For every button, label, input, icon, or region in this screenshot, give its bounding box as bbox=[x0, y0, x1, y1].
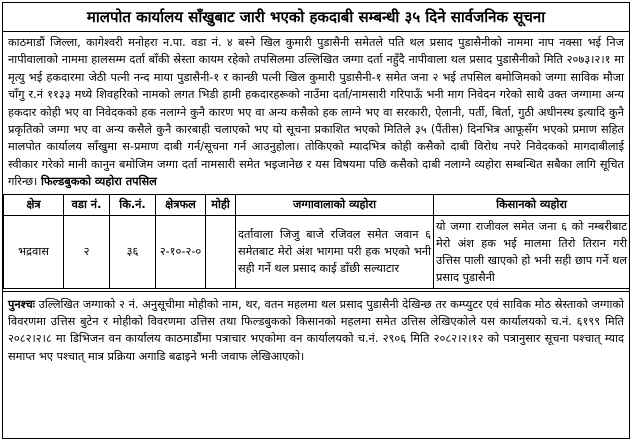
footnote bbox=[3, 291, 629, 366]
notice-title: मालपोत कार्यालय साँखुबाट जारी भएको हकदाबी सम्बन्धी ३५ दिने सार्वजनिक सूचना bbox=[3, 3, 629, 32]
cell-mohi bbox=[206, 215, 236, 288]
footnote-lead: पुनश्चः bbox=[8, 297, 35, 311]
footnote-text: उल्लिखित जग्गाको २ नं. अनुसूचीमा मोहीको नाम, थर, वतन महलमा थल प्रसाद पुडासैनी देखिन्छ तर कम्प्युटर एवं साविक मोठ स्रेस्ताको जग्गाको विवरणमा उत्तिस बुटेन र मोहीको विवरणमा उत्तिस तथा फिल्डबुकको किसानको महलमा समेत उत्तिस लेखिएकोले यस कार्यालयको च.नं. ६१९९ मिति २०८२।२।८ मा डिभिजन वन कार्यालय काठमाडौंमा पत्राचार भएकोमा वन कार्यालयको च.नं. २९०६ मिति २०८२।२।१२ को पत्रानुसार सूचना पश्चात् म्याद समाप्त भए पश्चात् मात्र प्रक्रिया अगाडि बढाइने भनी जवाफ लेखिआएको। bbox=[8, 297, 624, 363]
table-header-row bbox=[4, 194, 630, 215]
public-notice bbox=[2, 2, 630, 439]
cell-landowner: दर्तावाला जिजु बाजे रजिवल समेत जवान ६ समेतबाट मेरो अंश भागमा परी हक भएको भनी सही गर्ने थल प्रसाद काई डाँछी सल्याटार bbox=[236, 215, 434, 288]
header-ward: वडा नं. bbox=[64, 194, 110, 215]
fieldbook-subhead: फिल्डबुकको व्यहोरा तपसिल bbox=[40, 175, 157, 189]
cell-farmer: यो जग्गा राजीवल समेत जना ६ को नम्बरीबाट मेरो अंश हक भई मालमा तिरो तिरान गरी उत्तिस पाली खाएको हो भनी सही छाप गर्ने थल प्रसाद पुडासैनी bbox=[434, 215, 630, 288]
header-area: क्षेत्र bbox=[4, 194, 64, 215]
notice-body-container bbox=[3, 32, 629, 191]
cell-kitta: ३६ bbox=[110, 215, 156, 288]
cell-area: भद्रवास bbox=[4, 215, 64, 288]
land-details-table bbox=[3, 194, 630, 289]
header-landowner: जग्गावालाको व्यहोरा bbox=[236, 194, 434, 215]
notice-body: काठमाडौं जिल्ला, कागेश्वरी मनोहरा न.पा. वडा नं. ४ बस्ने खिल कुमारी पुडासैनी समेतले पति थल प्रसाद पुडासैनीको नाममा नाप नक्सा भई निज नापीवालाको नाममा हालसम्म दर्ता बाँकी स्रेस्ता कायम रहेको तपसिलमा उल्लिखित जग्गा दर्ता नहुँदै नापीवाला थल प्रसाद पुडासैनीको मिति २०७३।२।१ मा मृत्यु भई हकदारमा जेठी पत्नी नन्द माया पुडासैनी-१ र कान्छी पत्नी खिल कुमारी पुडासैनी-१ समेत जना २ भई तपसिल बमोजिमको जग्गा साविक मौजा चाँगु र.नं ११३३ मध्ये शिवहरिको नामको लगत भिडी हामी हकदारहरूको नाउँमा दर्ता/नामसारी गरिपाऊँ भनी माग निवेदन गरेको साथै उक्त जग्गामा अन्य हकदार कोही भए वा निवेदकको हक नलाग्ने कुनै कारण भए वा अन्य कसैको हक लाग्ने भए वा सरकारी, ऐलानी, पर्ती, बिर्ता, गुठी अधीनस्थ इत्यादि कुनै प्रकृतिको जग्गा भए वा अन्य कसैले कुनै कारबाही चलाएको भए यो सूचना प्रकाशित भएको मितिले ३५ (पैंतीस) दिनभित्र आफूसँग भएको प्रमाण सहित मालपोत कार्यालय साँखुमा स-प्रमाण दाबी गर्न/सूचना गर्न आउनुहोला। तोकिएको म्यादभित्र कोही कसैको दाबी विरोध नपरे निवेदकको मागदाबीलाई स्वीकार गरेको मानी कानुन बमोजिम जग्गा दर्ता नामसारी समेत भइजानेछ र यस विषयमा पछि कसैको दाबी नलाग्ने व्यहोरा सम्बन्धित सबैका लागि सूचित गरिन्छ। bbox=[8, 36, 624, 189]
table-row bbox=[4, 215, 630, 288]
header-farmer: किसानको व्यहोरा bbox=[434, 194, 630, 215]
header-mohi: मोही bbox=[206, 194, 236, 215]
cell-ward: २ bbox=[64, 215, 110, 288]
header-size: क्षेत्रफल bbox=[156, 194, 206, 215]
cell-size: २-१०-२-० bbox=[156, 215, 206, 288]
header-kitta: कि.नं. bbox=[110, 194, 156, 215]
